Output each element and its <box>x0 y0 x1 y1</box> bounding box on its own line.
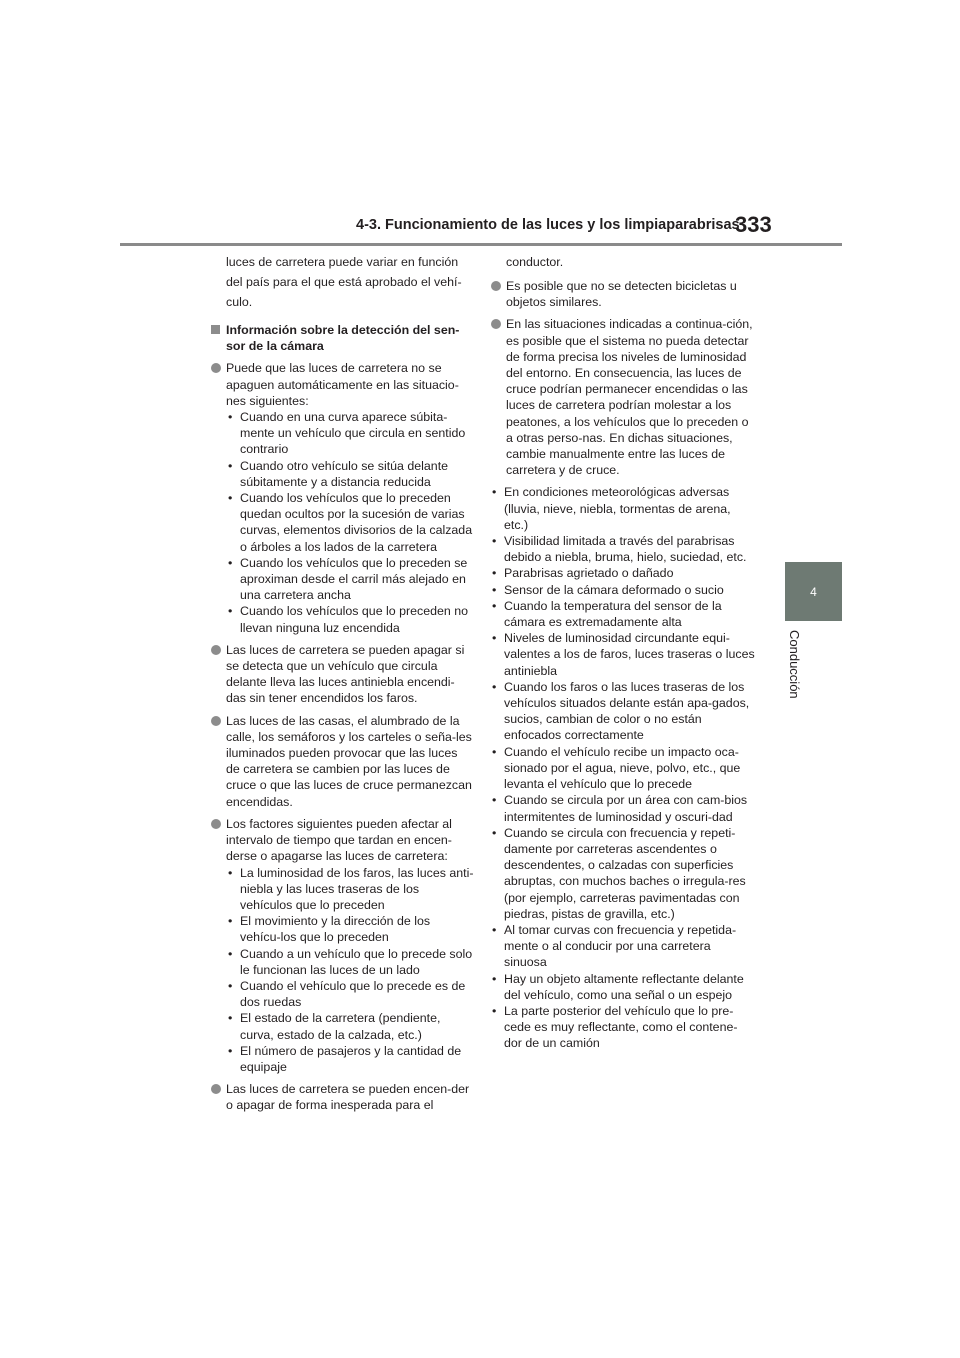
list-item-text: La parte posterior del vehículo que lo pre-cede es muy reflectante, como el contene-dor de un camión <box>504 1003 738 1051</box>
dot-icon: • <box>492 744 497 759</box>
list-item <box>226 555 474 604</box>
circle-bullet-icon <box>491 319 501 329</box>
list-item-text: Cuando el vehículo recibe un impacto oca-sionado por el agua, nieve, polvo, etc., que levanta el vehículo que lo precede <box>504 744 741 792</box>
dot-icon: • <box>228 1043 233 1058</box>
continuation-text: luces de carretera puede variar en función del país para el que está aprobado el vehí-culo. <box>226 255 462 309</box>
list-item-text: El movimiento y la dirección de los vehícu-los que lo preceden <box>240 914 431 945</box>
list-item-text: La luminosidad de los faros, las luces anti-niebla y las luces traseras de los vehículos que lo preceden <box>240 865 474 912</box>
list-item-text: Cuando otro vehículo se sitúa delante súbitamente y a distancia reducida <box>240 458 449 489</box>
bullet-paragraph <box>210 360 474 635</box>
list-item <box>490 598 755 630</box>
list-item <box>226 603 474 635</box>
dot-icon: • <box>228 914 233 929</box>
list-item-text: Al tomar curvas con frecuencia y repetida-mente o al conducir por una carretera sinuosa <box>504 922 737 970</box>
list-item-text: Parabrisas agrietado o dañado <box>504 566 674 581</box>
dot-icon: • <box>492 534 497 549</box>
list-item-text: Cuando los vehículos que lo preceden no llevan ninguna luz encendida <box>240 604 469 635</box>
dot-icon: • <box>228 491 233 506</box>
header-rule <box>120 243 842 246</box>
circle-bullet-icon <box>211 1084 221 1094</box>
dot-icon: • <box>228 946 233 961</box>
list-item-text: Cuando los vehículos que lo preceden se aproximan desde el carril más alejado en una carretera ancha <box>240 555 468 603</box>
heading-text: Información sobre la detección del sen-sor de la cámara <box>226 323 460 354</box>
dot-icon: • <box>492 922 497 937</box>
chapter-number: 4 <box>810 585 817 599</box>
dot-icon: • <box>228 1011 233 1026</box>
list-item <box>490 484 755 533</box>
list-item-text: Sensor de la cámara deformado o sucio <box>504 582 724 597</box>
circle-bullet-icon <box>211 363 221 373</box>
page-number: 333 <box>735 212 772 237</box>
circle-bullet-icon <box>211 645 221 655</box>
list-item <box>490 744 755 793</box>
paragraph-text: Es posible que no se detecten bicicletas u objetos similares. <box>506 279 737 310</box>
list-item <box>490 533 755 565</box>
list-item-text: Cuando se circula con frecuencia y repeti-damente por carreteras ascendentes o descendentes, o calzadas con superficies abruptas, con muchos baches o irregula-res (por ejemplo, carreteras pavimentadas con piedras, pistas de gravilla, etc.) <box>504 825 746 921</box>
dot-icon: • <box>492 679 497 694</box>
list-item <box>226 490 474 555</box>
circle-bullet-icon <box>211 716 221 726</box>
chapter-tab <box>785 562 842 621</box>
dot-icon: • <box>228 410 233 425</box>
list-item <box>490 825 755 922</box>
chapter-label-container <box>786 630 804 710</box>
chapter-label: Conducción <box>787 630 802 699</box>
dot-icon: • <box>228 978 233 993</box>
dot-icon: • <box>492 631 497 646</box>
list-item <box>490 971 755 1003</box>
list-item <box>490 922 755 971</box>
dot-icon: • <box>228 555 233 570</box>
paragraph-text: Puede que las luces de carretera no se apaguen automáticamente en las situacio-nes siguientes: <box>226 361 459 408</box>
section-title: 4-3. Funcionamiento de las luces y los limpiaparabrisas <box>356 217 740 233</box>
list-item <box>226 946 474 978</box>
bullet-list <box>490 484 755 1051</box>
list-item-text: Visibilidad limitada a través del parabrisas debido a niebla, bruma, hielo, suciedad, etc. <box>504 534 747 565</box>
dot-icon: • <box>492 598 497 613</box>
dot-icon: • <box>228 604 233 619</box>
list-item-text: En condiciones meteorológicas adversas (lluvia, nieve, niebla, tormentas de arena, etc.) <box>504 485 731 532</box>
bullet-paragraph <box>210 713 474 810</box>
section-heading <box>210 322 474 354</box>
list-item-text: Niveles de luminosidad circundante equi-valentes a los de faros, luces traseras o luces antiniebla <box>504 631 755 678</box>
list-item <box>226 458 474 490</box>
list-item <box>226 409 474 458</box>
list-item-text: Cuando la temperatura del sensor de la cámara es extremadamente alta <box>504 598 722 630</box>
list-item-text: Cuando se circula por un área con cam-bios intermitentes de luminosidad y oscuri-dad <box>504 793 748 824</box>
list-item-text: Cuando el vehículo que lo precede es de dos ruedas <box>240 978 466 1010</box>
bullet-paragraph <box>210 1081 474 1113</box>
left-column <box>210 252 474 1120</box>
circle-bullet-icon <box>211 819 221 829</box>
list-item-text: El número de pasajeros y la cantidad de equipaje <box>240 1043 462 1074</box>
list-item-text: Cuando a un vehículo que lo precede solo le funcionan las luces de un lado <box>240 946 473 977</box>
bullet-paragraph <box>210 642 474 707</box>
list-item-text: Hay un objeto altamente reflectante delante del vehículo, como una señal o un espejo <box>504 971 744 1002</box>
bullet-paragraph <box>490 278 755 310</box>
dot-icon: • <box>492 485 497 500</box>
list-item <box>226 913 474 945</box>
dot-icon: • <box>492 566 497 581</box>
list-item-text: Cuando los vehículos que lo preceden quedan ocultos por la sucesión de varias curvas, elementos divisorios de la calzada o árboles a los lados de la carretera <box>240 491 473 554</box>
paragraph-text: Las luces de carretera se pueden apagar si se detecta que un vehículo que circula delante lleva las luces antiniebla encendi-das sin tener encendidos los faros. <box>226 642 465 706</box>
square-bullet-icon <box>211 325 220 334</box>
list-item <box>226 865 474 914</box>
list-item <box>226 978 474 1010</box>
list-item <box>226 1010 474 1042</box>
list-item <box>226 1043 474 1075</box>
list-item <box>490 792 755 824</box>
list-item <box>490 679 755 744</box>
list-item <box>490 565 755 581</box>
list-item-text: Cuando en una curva aparece súbita-mente un vehículo que circula en sentido contrario <box>240 410 466 457</box>
dot-icon: • <box>228 865 233 880</box>
dot-icon: • <box>492 971 497 986</box>
list-item-text: El estado de la carretera (pendiente, curva, estado de la calzada, etc.) <box>240 1011 441 1042</box>
paragraph-text: Los factores siguientes pueden afectar al intervalo de tiempo que tardan en encen-derse o apagarse las luces de carretera: <box>226 816 452 864</box>
dot-icon: • <box>228 458 233 473</box>
paragraph-text: Las luces de carretera se pueden encen-der o apagar de forma inesperada para el <box>226 1082 470 1113</box>
list-item <box>490 1003 755 1052</box>
paragraph-text: En las situaciones indicadas a continua-ción, es posible que el sistema no pueda detectar de forma precisa los niveles de luminosidad del entorno. En consecuencia, las luces de cruce podrían permanecer encendidas o las luces de carretera podrían molestar a los peatones, a los vehículos que lo preceden o a otras perso-nas. En dichas situaciones, cambie manualmente entre las luces de carretera y de cruce. <box>506 317 753 478</box>
right-column <box>490 252 755 1052</box>
continuation-text: conductor. <box>506 255 564 269</box>
list-item <box>490 582 755 598</box>
list-item <box>490 630 755 679</box>
circle-bullet-icon <box>491 281 501 291</box>
dot-icon: • <box>492 582 497 597</box>
dot-icon: • <box>492 793 497 808</box>
bullet-paragraph <box>210 816 474 1075</box>
paragraph-text: Las luces de las casas, el alumbrado de la calle, los semáforos y los carteles o seña-les iluminados pueden provocar que las luces de carretera se cambien por las luces de cruce o que las luces de cruce permanezcan encendidas. <box>226 713 472 809</box>
bullet-paragraph <box>490 316 755 478</box>
dot-icon: • <box>492 825 497 840</box>
list-item-text: Cuando los faros o las luces traseras de los vehículos situados delante están apa-gados, sucios, cambian de color o no están enfocados correctamente <box>504 679 750 743</box>
dot-icon: • <box>492 1003 497 1018</box>
